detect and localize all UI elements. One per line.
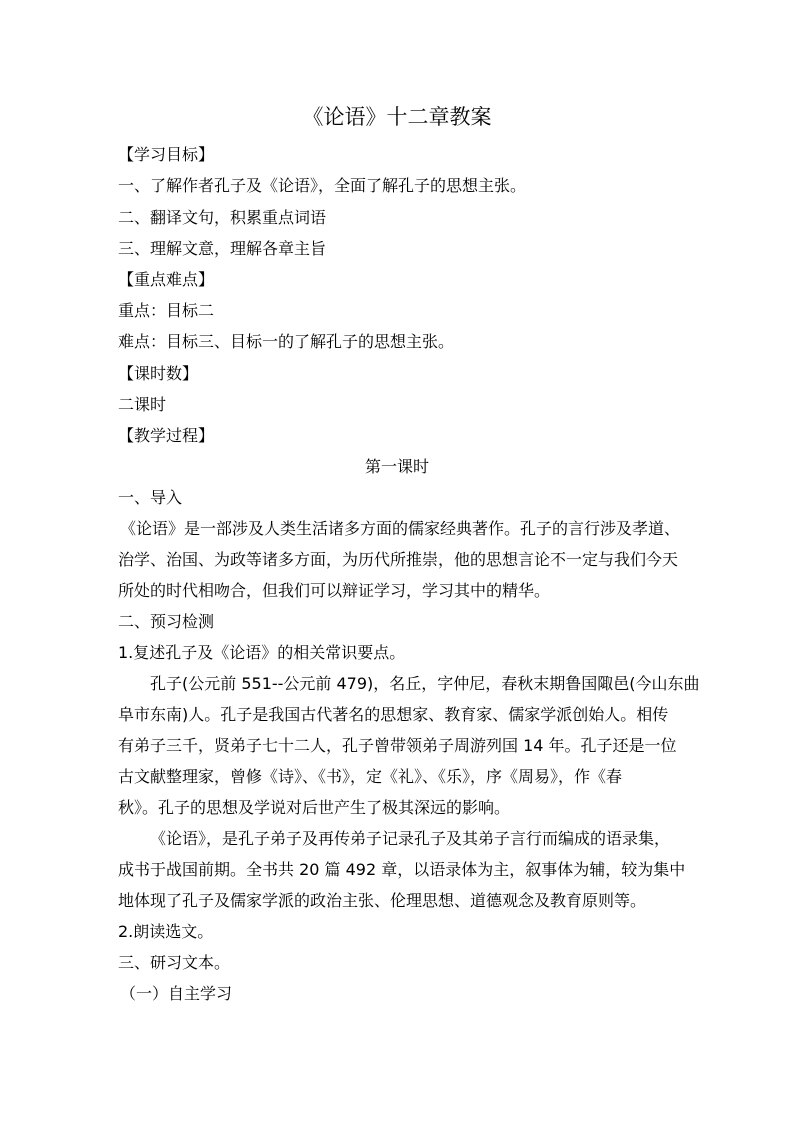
section-heading-key-points: 【重点难点】 [118,270,215,289]
step-study-text: 三、研习文本。 [118,953,231,972]
task-read-aloud: 2.朗读选文。 [118,922,214,941]
section-heading-objectives: 【学习目标】 [118,145,215,164]
confucius-paragraph-line: 孔子(公元前 551--公元前 479)，名丘，字仲尼，春秋末期鲁国陬邑(今山东曲 [150,674,700,693]
confucius-paragraph-line: 有弟子三千，贤弟子七十二人，孔子曾带领弟子周游列国 14 年。孔子还是一位 [118,736,677,755]
intro-paragraph-line: 所处的时代相吻合，但我们可以辩证学习，学习其中的精华。 [118,581,551,600]
periods-value: 二课时 [118,395,167,414]
objective-1: 一、了解作者孔子及《论语》，全面了解孔子的思想主张。 [118,176,527,195]
analects-paragraph-line: 地体现了孔子及儒家学派的政治主张、伦理思想、道德观念及教育原则等。 [118,891,647,910]
section-heading-periods: 【课时数】 [118,364,199,383]
objective-2: 二、翻译文句，积累重点词语 [118,208,327,227]
difficult-point: 难点：目标三、目标一的了解孔子的思想主张。 [118,332,455,351]
key-point: 重点：目标二 [118,301,215,320]
confucius-paragraph-line: 秋》。孔子的思想及学说对后世产生了极其深远的影响。 [118,798,511,817]
step-introduction: 一、导入 [118,488,183,507]
objective-3: 三、理解文意，理解各章主旨 [118,239,327,258]
document-title: 《论语》十二章教案 [302,105,492,129]
substep-self-study: （一）自主学习 [120,984,233,1003]
section-heading-process: 【教学过程】 [118,426,215,445]
step-preview-check: 二、预习检测 [118,612,215,631]
intro-paragraph-line: 《论语》是一部涉及人类生活诸多方面的儒家经典著作。孔子的言行涉及孝道、 [120,519,681,538]
intro-paragraph-line: 治学、治国、为政等诸多方面，为历代所推崇，他的思想言论不一定与我们今天 [118,550,679,569]
confucius-paragraph-line: 阜市东南)人。孔子是我国古代著名的思想家、教育家、儒家学派创始人。相传 [118,705,669,724]
analects-paragraph-line: 《论语》，是孔子弟子及再传弟子记录孔子及其弟子言行而编成的语录集， [150,829,671,848]
analects-paragraph-line: 成书于战国前期。全书共 20 篇 492 章，以语录体为主，叙事体为辅，较为集中 [118,860,686,879]
period-one-heading: 第一课时 [364,457,429,476]
task-restate-knowledge: 1.复述孔子及《论语》的相关常识要点。 [118,643,406,662]
confucius-paragraph-line: 古文献整理家，曾修《诗》、《书》，定《礼》、《乐》，序《周易》，作《春 [118,767,623,786]
